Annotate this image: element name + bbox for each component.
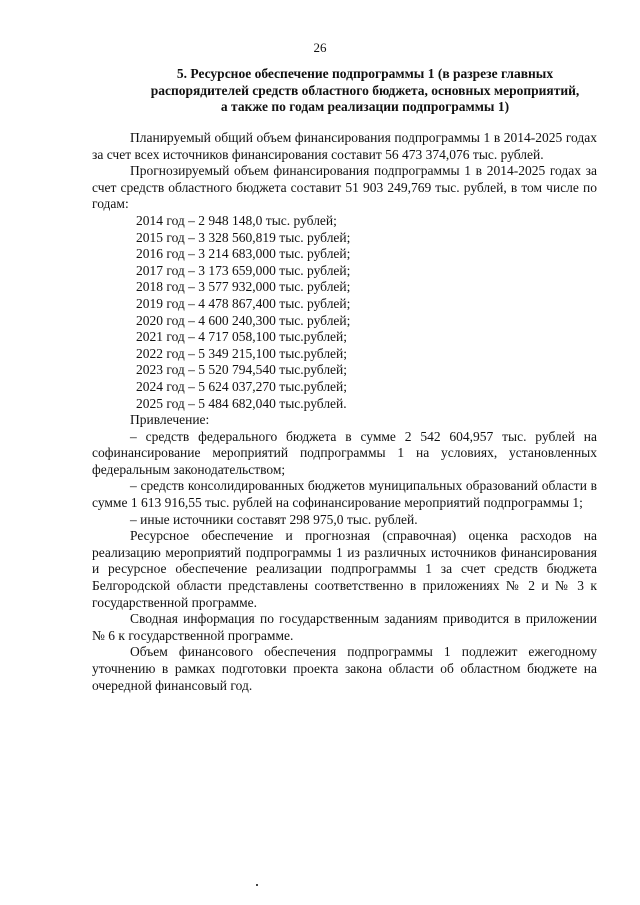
year-item: 2019 год – 4 478 867,400 тыс. рублей;: [136, 295, 351, 311]
year-item: 2020 год – 4 600 240,300 тыс. рублей;: [136, 312, 351, 328]
paragraph-resource-estimate: Ресурсное обеспечение и прогнозная (справочная) оценка расходов на реализацию мероприятий подпрограммы 1 из различных источников финансирования и ресурсное обеспечение реализации подпрограммы 1 за счет средств бюджета Белгородской области представлены соответственно в приложениях № 2 и № 3 к государственной программе.: [92, 528, 597, 610]
year-item: 2014 год – 2 948 148,0 тыс. рублей;: [136, 212, 337, 228]
year-item: 2022 год – 5 349 215,100 тыс.рублей;: [136, 345, 348, 361]
year-item: 2016 год – 3 214 683,000 тыс. рублей;: [136, 246, 351, 262]
year-item: 2017 год – 3 173 659,000 тыс. рублей;: [136, 262, 351, 278]
year-item: 2024 год – 5 624 037,270 тыс.рублей;: [136, 378, 348, 394]
paragraph-forecast-financing: Прогнозируемый объем финансирования подпрограммы 1 в 2014-2025 годах за счет средств областного бюджета составит 51 903 249,769 тыс. рублей, в том числе по годам:: [92, 163, 597, 212]
section-heading: 5. Ресурсное обеспечение подпрограммы 1 (в разрезе главных распорядителей средств областного бюджета, основных мероприятий, а также по годам реализации подпрограммы 1): [150, 66, 580, 114]
document-body: [92, 130, 597, 694]
paragraph-federal-budget: – средств федерального бюджета в сумме 2 542 604,957 тыс. рублей на софинансирование мероприятий подпрограммы 1 на условиях, установленных федеральным законодательством;: [92, 428, 597, 477]
scan-speck: [256, 884, 258, 886]
year-item: 2018 год – 3 577 932,000 тыс. рублей;: [136, 279, 351, 295]
paragraph-annual-update: Объем финансового обеспечения подпрограммы 1 подлежит ежегодному уточнению в рамках подготовки проекта закона области об областном бюджете на очередной финансовый год.: [92, 644, 597, 693]
paragraph-planned-financing: Планируемый общий объем финансирования подпрограммы 1 в 2014-2025 годах за счет всех источников финансирования составит 56 473 374,076 тыс. рублей.: [92, 130, 597, 162]
year-item: 2021 год – 4 717 058,100 тыс.рублей;: [136, 329, 348, 345]
paragraph-state-tasks: Сводная информация по государственным заданиям приводится в приложении № 6 к государственной программе.: [92, 611, 597, 643]
year-item: 2023 год – 5 520 794,540 тыс.рублей;: [136, 362, 348, 378]
paragraph-other-sources: – иные источники составят 298 975,0 тыс. рублей.: [130, 511, 418, 527]
paragraph-municipal-budgets: – средств консолидированных бюджетов муниципальных образований области в сумме 1 613 916,55 тыс. рублей на софинансирование мероприятий подпрограммы 1;: [92, 478, 597, 511]
page-number: 26: [313, 40, 327, 55]
attraction-label: Привлечение:: [130, 412, 210, 428]
year-item: 2025 год – 5 484 682,040 тыс.рублей.: [136, 395, 347, 411]
years-list: [92, 213, 597, 412]
year-item: 2015 год – 3 328 560,819 тыс. рублей;: [136, 229, 351, 245]
